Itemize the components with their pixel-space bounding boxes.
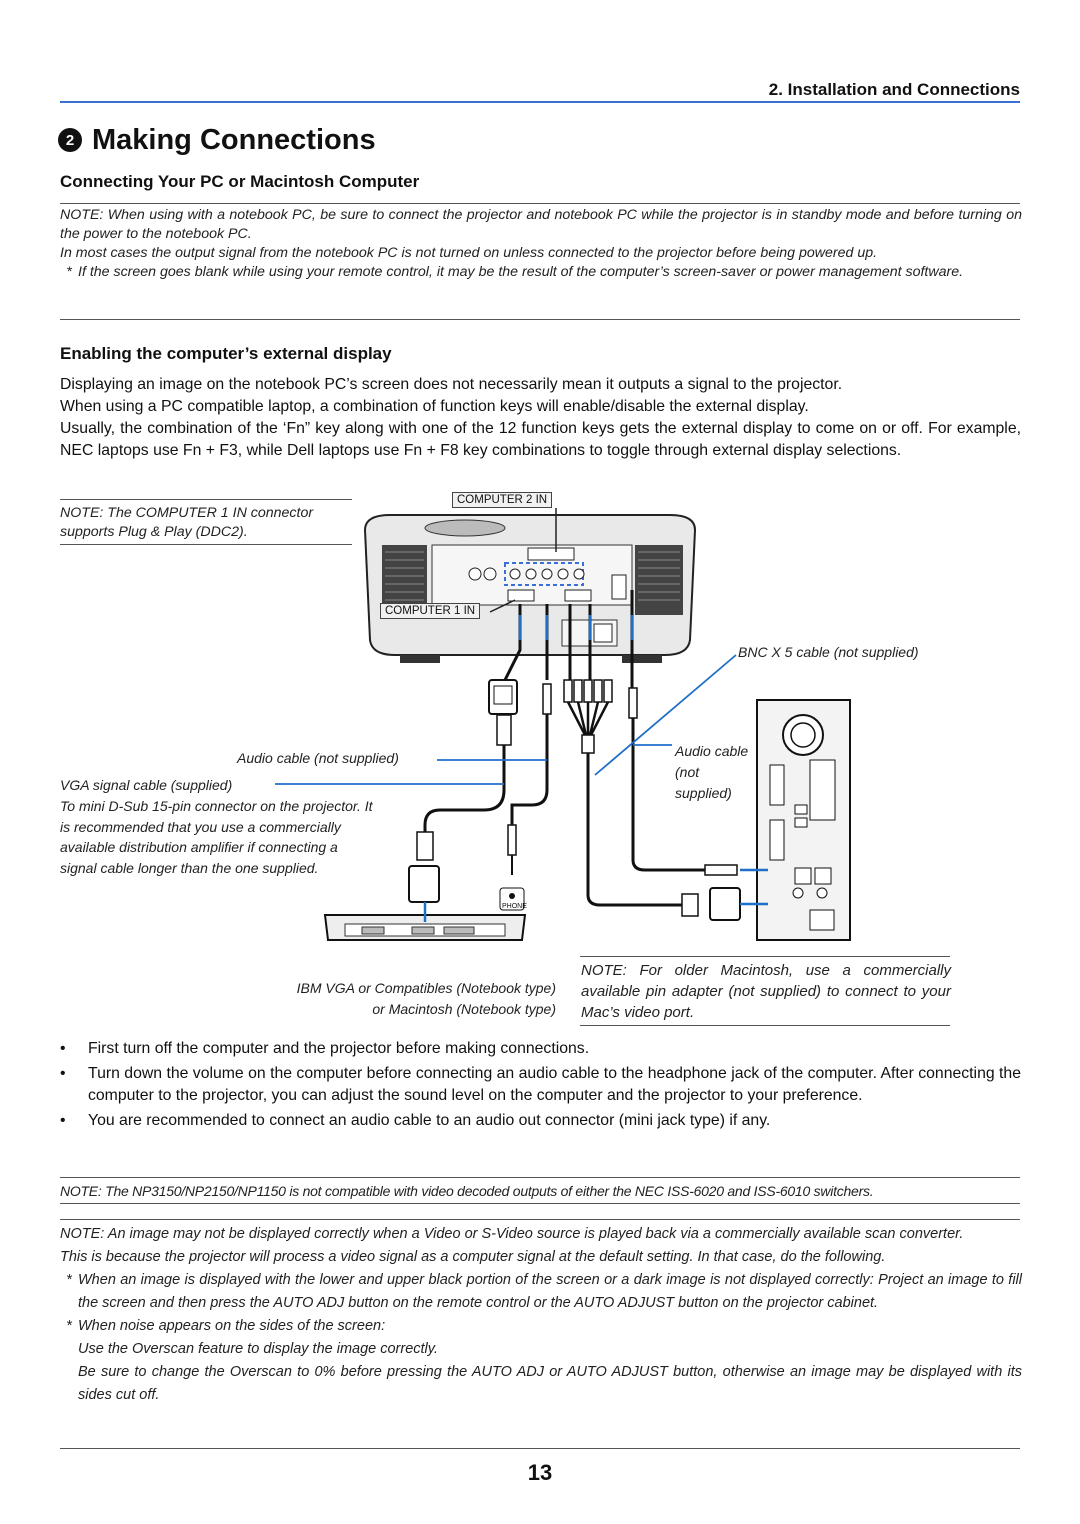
bnc-cable-label: BNC X 5 cable (not supplied) <box>738 644 919 660</box>
pc-note-star <box>60 263 1022 282</box>
bullet-text: Turn down the volume on the computer before connecting an audio cable to the headphone jack of the computer. After connecting the computer to the projector, you can adjust the sound level on the computer and the projector to your preference. <box>88 1064 1021 1104</box>
scan-note-default: This is because the projector will process a video signal as a computer signal at the default setting. In that case, do the following. <box>60 1249 886 1265</box>
audio-cable-left-label: Audio cable (not supplied) <box>237 750 399 766</box>
pc-heading-rule <box>60 203 1020 204</box>
title-row <box>58 120 376 160</box>
bullet-list <box>60 1038 1021 1134</box>
mac-note: NOTE: For older Macintosh, use a commercially available pin adapter (not supplied) to connect to your Mac’s video port. <box>581 962 951 1021</box>
asterisk-mark: * <box>66 1272 72 1288</box>
external-display-p1: Displaying an image on the notebook PC’s screen does not necessarily mean it outputs a signal to the projector. <box>60 376 843 393</box>
phone-jack-label: PHONE <box>502 903 527 910</box>
bullet-text: You are recommended to connect an audio cable to an audio out connector (mini jack type) if any. <box>88 1111 771 1129</box>
scan-note-noise <box>78 1315 1022 1407</box>
mac-note-rule-bottom <box>580 1025 950 1026</box>
desktop-computer-illustration <box>757 700 850 940</box>
page-title: Making Connections <box>92 123 376 156</box>
bullet-text: First turn off the computer and the projector before making connections. <box>88 1040 590 1057</box>
section-number-badge: 2 <box>58 128 82 152</box>
pc-note-output: In most cases the output signal from the notebook PC is not turned on unless connected to the projector before being powered up. <box>60 245 878 261</box>
scan-note-star-1 <box>60 1269 1022 1315</box>
asterisk-mark: * <box>66 264 72 280</box>
ddc-note: NOTE: The COMPUTER 1 IN connector supports Plug & Play (DDC2). <box>60 505 314 540</box>
switcher-note: NOTE: The NP3150/NP2150/NP1150 is not compatible with video decoded outputs of either the NEC ISS-6020 and ISS-6010 switchers. <box>60 1183 874 1199</box>
external-display-body <box>60 374 1021 462</box>
scan-notes <box>60 1223 1022 1407</box>
switcher-note-rule-top <box>60 1177 1020 1178</box>
section-header: 2. Installation and Connections <box>768 80 1020 99</box>
pc-note-standby: NOTE: When using with a notebook PC, be sure to connect the projector and notebook PC while the projector is in standby mode and before turning on the power to the notebook PC. <box>60 207 1022 242</box>
switcher-note-rule-bottom <box>60 1203 1020 1204</box>
computer2-in-label: COMPUTER 2 IN <box>452 492 552 508</box>
scan-note-noise-title: When noise appears on the sides of the screen: <box>78 1318 386 1334</box>
list-item <box>60 1038 1021 1061</box>
vga-cable-note: To mini D-Sub 15-pin connector on the projector. It is recommended that you use a commercially available distribution amplifier if connecting a signal cable longer than the one supplied. <box>60 798 373 876</box>
bullet-mark: • <box>60 1064 66 1082</box>
pc-heading: Connecting Your PC or Macintosh Computer <box>60 172 420 191</box>
pc-notes-rule <box>60 319 1020 320</box>
list-item <box>60 1110 1021 1133</box>
notebook-caption: IBM VGA or Compatibles (Notebook type) or Macintosh (Notebook type) <box>296 980 556 1017</box>
bullet-mark: • <box>60 1040 66 1057</box>
projector-illustration <box>365 515 695 663</box>
bullet-mark: • <box>60 1111 66 1129</box>
external-display-p2: When using a PC compatible laptop, a combination of function keys will enable/disable the external display. <box>60 398 809 415</box>
mac-note-rule-top <box>580 956 950 957</box>
pc-note-screensaver: If the screen goes blank while using your remote control, it may be the result of the computer’s screen-saver or power management software. <box>78 264 964 280</box>
scan-note-rule-top <box>60 1219 1020 1220</box>
computer1-in-label: COMPUTER 1 IN <box>380 603 480 619</box>
pc-notes <box>60 206 1022 282</box>
scan-note-star-2 <box>60 1315 1022 1407</box>
list-item <box>60 1063 1021 1108</box>
scan-note-main: NOTE: An image may not be displayed correctly when a Video or S-Video source is played back via a commercially available scan converter. <box>60 1226 964 1242</box>
external-display-heading: Enabling the computer’s external display <box>60 344 392 363</box>
asterisk-mark: * <box>66 1318 72 1334</box>
vga-cable-label: VGA signal cable (supplied) <box>60 777 233 793</box>
scan-note-rule-bottom <box>60 1448 1020 1449</box>
external-display-p3: Usually, the combination of the ‘Fn” key along with one of the 12 function keys gets the external display to come on or off. For example, NEC laptops use Fn + F3, while Dell laptops use Fn + F8 key combinations to toggle through external display selections. <box>60 420 1021 459</box>
header-rule <box>60 101 1020 103</box>
scan-note-overscan-zero: Be sure to change the Overscan to 0% before pressing the AUTO ADJ or AUTO ADJUST button, otherwise an image may be displayed with its sides cut off. <box>78 1364 1022 1403</box>
page-number: 13 <box>527 1460 553 1485</box>
scan-note-overscan: Use the Overscan feature to display the image correctly. <box>78 1341 438 1357</box>
scan-note-auto-adj: When an image is displayed with the lower and upper black portion of the screen or a dark image is not displayed correctly: Project an image to fill the screen and then press the AUTO ADJ button on the remote control or the AUTO ADJUST button on the projector cabinet. <box>78 1272 1022 1311</box>
audio-cable-right-label: Audio cable (not supplied) <box>675 743 749 801</box>
